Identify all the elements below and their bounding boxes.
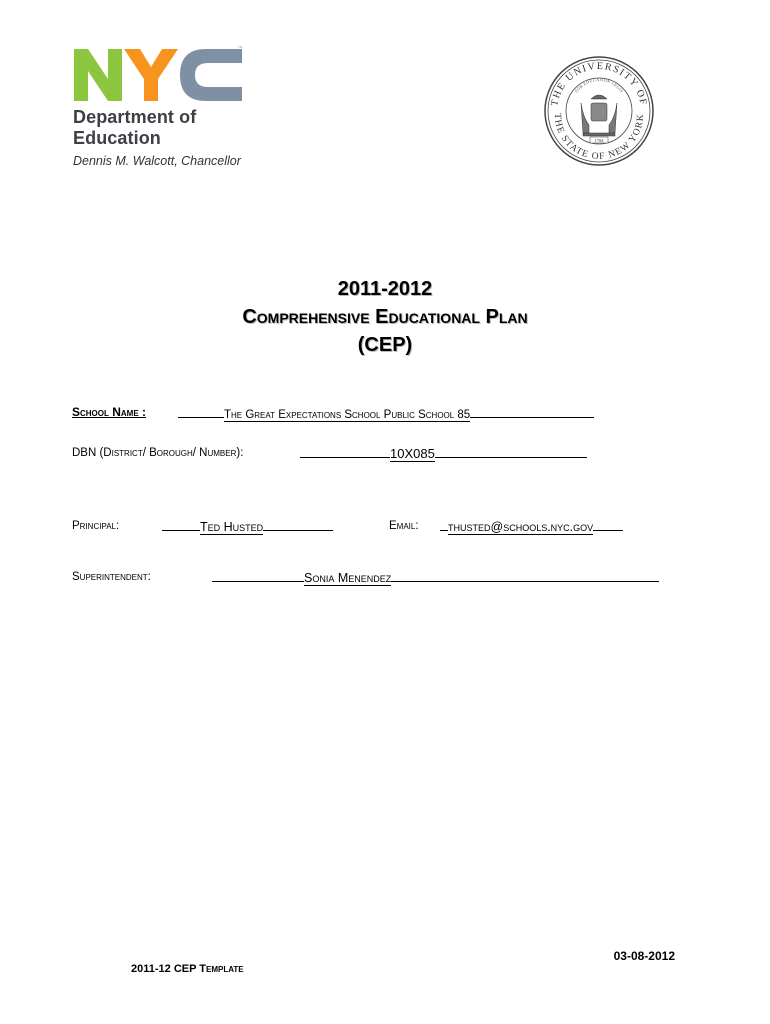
svg-text:1784: 1784 [594,138,604,143]
nyc-logo-letters [72,45,244,103]
plan-title: Comprehensive Educational Plan [242,306,528,328]
svg-text:TM: TM [238,45,243,49]
svg-text:THE UNIVERSITY OF: THE UNIVERSITY OF [549,60,649,107]
nyc-doe-logo [72,45,252,175]
university-seal-icon [543,55,655,167]
school-name-field[interactable] [178,405,594,421]
dbn-value: 10X085 [390,446,435,461]
footer-date: 03-08-2012 [613,949,675,963]
nyc-logo-c [180,49,242,101]
footer-template-label: 2011-12 CEP Template [131,963,244,975]
superintendent-value: Sonia Menendez [304,571,392,585]
principal-value: Ted Husted [200,520,264,534]
chancellor-name: Dennis M. Walcott, Chancellor [73,154,241,168]
school-name-value: The Great Expectations School Public School 85 [224,409,471,421]
superintendent-label: Superintendent: [72,571,151,583]
email-value: thusted@schools.nyc.gov [448,520,594,534]
dbn-field[interactable] [300,445,587,461]
principal-label: Principal: [72,520,120,532]
department-line2: Education [73,128,161,148]
school-name-label: School Name : [72,405,146,419]
svg-text:FOR EDUCATION LEGIS: FOR EDUCATION LEGIS [573,76,625,94]
nyc-logo-n [74,49,122,101]
email-field[interactable] [440,518,623,534]
svg-text:THE STATE OF NEW YORK: THE STATE OF NEW YORK [551,112,647,163]
plan-abbreviation: (CEP) [357,334,413,356]
principal-field[interactable] [162,518,333,534]
superintendent-field[interactable] [212,569,659,585]
dbn-label: DBN (District/ Borough/ Number): [72,447,244,459]
plan-year: 2011-2012 [337,278,433,300]
department-line1: Department of [73,107,197,127]
email-label: Email: [389,520,419,532]
nyc-logo-y [124,49,178,101]
